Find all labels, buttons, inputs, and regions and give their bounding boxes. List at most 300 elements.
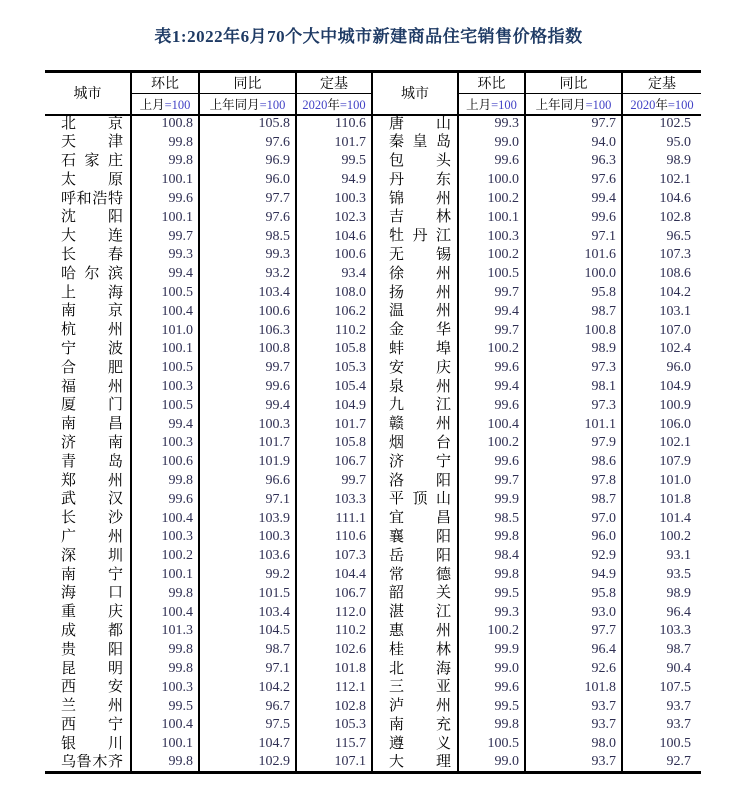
mom-cell: 99.4	[131, 415, 199, 434]
mom-cell: 99.3	[458, 115, 525, 134]
yoy-cell: 106.3	[199, 321, 296, 340]
yoy-cell: 93.7	[525, 697, 622, 716]
yoy-cell: 96.7	[199, 697, 296, 716]
city-cell: 秦 皇 岛	[372, 133, 458, 152]
fixed-base-cell: 104.6	[296, 227, 372, 246]
mom-cell: 100.4	[131, 302, 199, 321]
yoy-cell: 99.3	[199, 246, 296, 265]
table-row	[45, 415, 701, 434]
mom-cell: 99.8	[131, 152, 199, 171]
table-row	[45, 622, 701, 641]
mom-cell: 99.6	[458, 453, 525, 472]
mom-cell: 99.4	[458, 302, 525, 321]
table-row	[45, 603, 701, 622]
yoy-cell: 96.6	[199, 472, 296, 491]
city-cell: 上 海	[61, 284, 123, 301]
yoy-cell: 93.0	[525, 603, 622, 622]
city-cell: 蚌 埠	[372, 340, 458, 359]
mom-cell: 100.3	[131, 528, 199, 547]
fixed-base-cell: 101.7	[296, 133, 372, 152]
mom-cell: 99.8	[458, 528, 525, 547]
fixed-base-cell: 106.0	[622, 415, 701, 434]
mom-cell: 99.9	[458, 641, 525, 660]
fixed-base-cell: 104.6	[622, 190, 701, 209]
yoy-cell: 97.9	[525, 434, 622, 453]
table-row	[45, 735, 701, 754]
mom-cell: 99.4	[131, 265, 199, 284]
mom-cell: 100.0	[458, 171, 525, 190]
city-cell: 海 口	[61, 585, 123, 602]
mom-cell: 99.8	[131, 641, 199, 660]
table-row	[45, 284, 701, 303]
mom-cell: 99.8	[131, 133, 199, 152]
fixed-base-cell: 104.2	[622, 284, 701, 303]
fixed-base-cell: 104.9	[622, 378, 701, 397]
mom-cell: 99.6	[131, 190, 199, 209]
table-title: 表1:2022年6月70个大中城市新建商品住宅销售价格指数	[154, 27, 583, 46]
header-mom-base-right: 上月=100	[458, 94, 525, 115]
city-cell: 石 家 庄	[61, 152, 123, 169]
header-fixed-base-right: 2020年=100	[622, 94, 701, 115]
city-cell: 烟 台	[372, 434, 458, 453]
city-cell: 郑 州	[61, 472, 123, 489]
fixed-base-cell: 102.1	[622, 171, 701, 190]
yoy-cell: 98.1	[525, 378, 622, 397]
mom-cell: 100.5	[458, 735, 525, 754]
yoy-cell: 101.7	[199, 434, 296, 453]
city-cell: 厦 门	[61, 397, 123, 414]
table-row	[45, 133, 701, 152]
city-cell: 南 京	[61, 303, 123, 320]
yoy-cell: 99.4	[199, 396, 296, 415]
city-cell: 徐 州	[372, 265, 458, 284]
fixed-base-cell: 98.7	[622, 641, 701, 660]
yoy-cell: 97.6	[525, 171, 622, 190]
mom-cell: 99.8	[131, 584, 199, 603]
yoy-cell: 105.8	[199, 115, 296, 134]
mom-cell: 99.6	[458, 359, 525, 378]
yoy-cell: 101.9	[199, 453, 296, 472]
mom-cell: 98.5	[458, 509, 525, 528]
city-cell: 桂 林	[372, 641, 458, 660]
yoy-cell: 100.6	[199, 302, 296, 321]
yoy-cell: 101.6	[525, 246, 622, 265]
yoy-cell: 100.0	[525, 265, 622, 284]
fixed-base-cell: 90.4	[622, 660, 701, 679]
fixed-base-cell: 115.7	[296, 735, 372, 754]
mom-cell: 99.7	[131, 227, 199, 246]
mom-cell: 101.3	[131, 622, 199, 641]
header-mom-right: 环比	[458, 72, 525, 94]
city-cell: 沈 阳	[61, 209, 123, 226]
mom-cell: 100.2	[458, 246, 525, 265]
mom-cell: 100.1	[131, 171, 199, 190]
header-mom-base-left: 上月=100	[131, 94, 199, 115]
yoy-cell: 103.9	[199, 509, 296, 528]
yoy-cell: 100.3	[199, 528, 296, 547]
city-cell: 平 顶 山	[372, 490, 458, 509]
yoy-cell: 97.7	[525, 115, 622, 134]
fixed-base-cell: 95.0	[622, 133, 701, 152]
fixed-base-cell: 93.7	[622, 716, 701, 735]
yoy-cell: 96.0	[525, 528, 622, 547]
table-row	[45, 115, 701, 134]
city-cell: 南 充	[372, 716, 458, 735]
table-row	[45, 547, 701, 566]
table-row	[45, 697, 701, 716]
fixed-base-cell: 107.9	[622, 453, 701, 472]
table-row	[45, 321, 701, 340]
fixed-base-cell: 93.1	[622, 547, 701, 566]
city-cell: 九 江	[372, 396, 458, 415]
yoy-cell: 97.8	[525, 472, 622, 491]
city-cell: 牡 丹 江	[372, 227, 458, 246]
fixed-base-cell: 110.2	[296, 321, 372, 340]
mom-cell: 99.0	[458, 133, 525, 152]
yoy-cell: 98.9	[525, 340, 622, 359]
yoy-cell: 96.0	[199, 171, 296, 190]
table-row	[45, 566, 701, 585]
city-cell: 天 津	[61, 134, 123, 151]
yoy-cell: 99.2	[199, 566, 296, 585]
fixed-base-cell: 102.3	[296, 208, 372, 227]
yoy-cell: 97.7	[525, 622, 622, 641]
fixed-base-cell: 106.2	[296, 302, 372, 321]
table-row	[45, 246, 701, 265]
yoy-cell: 103.6	[199, 547, 296, 566]
yoy-cell: 98.7	[525, 490, 622, 509]
city-cell: 丹 东	[372, 171, 458, 190]
fixed-base-cell: 102.4	[622, 340, 701, 359]
fixed-base-cell: 105.8	[296, 340, 372, 359]
header-yoy-base-left: 上年同月=100	[199, 94, 296, 115]
city-cell: 遵 义	[372, 735, 458, 754]
table-row	[45, 434, 701, 453]
table-row	[45, 152, 701, 171]
yoy-cell: 98.7	[525, 302, 622, 321]
table-row	[45, 678, 701, 697]
city-cell: 大 连	[61, 228, 123, 245]
city-cell: 唐 山	[372, 115, 458, 134]
mom-cell: 99.8	[131, 660, 199, 679]
table-row	[45, 754, 701, 773]
header-fixed-left: 定基	[296, 72, 372, 94]
table-row	[45, 528, 701, 547]
mom-cell: 100.5	[131, 284, 199, 303]
mom-cell: 99.7	[458, 472, 525, 491]
yoy-cell: 95.8	[525, 584, 622, 603]
header-fixed-base-left: 2020年=100	[296, 94, 372, 115]
mom-cell: 99.6	[458, 678, 525, 697]
yoy-cell: 97.3	[525, 359, 622, 378]
fixed-base-cell: 96.0	[622, 359, 701, 378]
fixed-base-cell: 102.8	[296, 697, 372, 716]
table-row	[45, 716, 701, 735]
fixed-base-cell: 102.8	[622, 208, 701, 227]
city-cell: 西 安	[61, 679, 123, 696]
yoy-cell: 99.7	[199, 359, 296, 378]
city-cell: 青 岛	[61, 453, 123, 470]
fixed-base-cell: 100.6	[296, 246, 372, 265]
city-cell: 乌 鲁 木 齐	[61, 753, 123, 770]
fixed-base-cell: 101.7	[296, 415, 372, 434]
yoy-cell: 102.9	[199, 754, 296, 773]
city-cell: 北 京	[61, 115, 123, 132]
mom-cell: 100.1	[131, 735, 199, 754]
city-cell: 杭 州	[61, 322, 123, 339]
fixed-base-cell: 100.9	[622, 396, 701, 415]
yoy-cell: 103.4	[199, 284, 296, 303]
table-row	[45, 190, 701, 209]
fixed-base-cell: 104.4	[296, 566, 372, 585]
city-cell: 韶 关	[372, 584, 458, 603]
fixed-base-cell: 103.3	[296, 490, 372, 509]
fixed-base-cell: 102.1	[622, 434, 701, 453]
mom-cell: 99.8	[131, 472, 199, 491]
mom-cell: 99.6	[458, 396, 525, 415]
fixed-base-cell: 105.4	[296, 378, 372, 397]
city-cell: 宜 昌	[372, 509, 458, 528]
city-cell: 惠 州	[372, 622, 458, 641]
table-row	[45, 641, 701, 660]
fixed-base-cell: 98.9	[622, 584, 701, 603]
city-cell: 银 川	[61, 735, 123, 752]
yoy-cell: 93.2	[199, 265, 296, 284]
mom-cell: 100.4	[458, 415, 525, 434]
fixed-base-cell: 101.4	[622, 509, 701, 528]
city-cell: 济 宁	[372, 453, 458, 472]
yoy-cell: 97.3	[525, 396, 622, 415]
mom-cell: 100.5	[458, 265, 525, 284]
header-row-1	[45, 72, 701, 94]
mom-cell: 100.2	[131, 547, 199, 566]
fixed-base-cell: 93.5	[622, 566, 701, 585]
table-header	[45, 72, 701, 115]
mom-cell: 99.3	[131, 246, 199, 265]
yoy-cell: 97.1	[199, 660, 296, 679]
yoy-cell: 97.5	[199, 716, 296, 735]
fixed-base-cell: 107.3	[622, 246, 701, 265]
table-row	[45, 171, 701, 190]
table-row	[45, 584, 701, 603]
header-yoy-right: 同比	[525, 72, 622, 94]
city-cell: 北 海	[372, 660, 458, 679]
table-body	[45, 115, 701, 773]
fixed-base-cell: 110.6	[296, 115, 372, 134]
yoy-cell: 94.9	[525, 566, 622, 585]
fixed-base-cell: 101.0	[622, 472, 701, 491]
mom-cell: 100.1	[131, 340, 199, 359]
header-yoy-base-right: 上年同月=100	[525, 94, 622, 115]
yoy-cell: 99.4	[525, 190, 622, 209]
mom-cell: 100.4	[131, 509, 199, 528]
price-index-table	[45, 70, 701, 774]
fixed-base-cell: 112.0	[296, 603, 372, 622]
city-cell: 吉 林	[372, 208, 458, 227]
city-cell: 广 州	[61, 528, 123, 545]
yoy-cell: 100.8	[525, 321, 622, 340]
fixed-base-cell: 107.0	[622, 321, 701, 340]
city-cell: 湛 江	[372, 603, 458, 622]
fixed-base-cell: 102.5	[622, 115, 701, 134]
yoy-cell: 92.6	[525, 660, 622, 679]
yoy-cell: 92.9	[525, 547, 622, 566]
fixed-base-cell: 94.9	[296, 171, 372, 190]
yoy-cell: 93.7	[525, 754, 622, 773]
fixed-base-cell: 111.1	[296, 509, 372, 528]
city-cell: 常 德	[372, 566, 458, 585]
fixed-base-cell: 98.9	[622, 152, 701, 171]
city-cell: 长 沙	[61, 510, 123, 527]
city-cell: 襄 阳	[372, 528, 458, 547]
mom-cell: 100.2	[458, 434, 525, 453]
mom-cell: 100.3	[131, 434, 199, 453]
fixed-base-cell: 110.2	[296, 622, 372, 641]
city-cell: 昆 明	[61, 660, 123, 677]
mom-cell: 99.5	[131, 697, 199, 716]
city-cell: 福 州	[61, 378, 123, 395]
mom-cell: 99.5	[458, 584, 525, 603]
header-fixed-right: 定基	[622, 72, 701, 94]
mom-cell: 100.2	[458, 622, 525, 641]
fixed-base-cell: 107.1	[296, 754, 372, 773]
city-cell: 洛 阳	[372, 472, 458, 491]
city-cell: 包 头	[372, 152, 458, 171]
fixed-base-cell: 106.7	[296, 584, 372, 603]
city-cell: 西 宁	[61, 716, 123, 733]
fixed-base-cell: 103.1	[622, 302, 701, 321]
mom-cell: 100.4	[131, 716, 199, 735]
city-cell: 成 都	[61, 622, 123, 639]
header-mom-left: 环比	[131, 72, 199, 94]
table-row	[45, 490, 701, 509]
fixed-base-cell: 108.0	[296, 284, 372, 303]
header-city-right: 城市	[372, 72, 458, 115]
table-row	[45, 453, 701, 472]
fixed-base-cell: 104.9	[296, 396, 372, 415]
yoy-cell: 93.7	[525, 716, 622, 735]
fixed-base-cell: 99.5	[296, 152, 372, 171]
fixed-base-cell: 103.3	[622, 622, 701, 641]
table-row	[45, 660, 701, 679]
mom-cell: 99.6	[458, 152, 525, 171]
fixed-base-cell: 100.5	[622, 735, 701, 754]
fixed-base-cell: 96.4	[622, 603, 701, 622]
mom-cell: 98.4	[458, 547, 525, 566]
yoy-cell: 97.6	[199, 133, 296, 152]
mom-cell: 100.5	[131, 359, 199, 378]
yoy-cell: 104.2	[199, 678, 296, 697]
yoy-cell: 96.3	[525, 152, 622, 171]
city-cell: 武 汉	[61, 491, 123, 508]
city-cell: 锦 州	[372, 190, 458, 209]
yoy-cell: 99.6	[199, 378, 296, 397]
yoy-cell: 97.6	[199, 208, 296, 227]
fixed-base-cell: 107.5	[622, 678, 701, 697]
fixed-base-cell: 101.8	[622, 490, 701, 509]
city-cell: 安 庆	[372, 359, 458, 378]
mom-cell: 99.3	[458, 603, 525, 622]
mom-cell: 100.1	[458, 208, 525, 227]
city-cell: 泉 州	[372, 378, 458, 397]
city-cell: 南 宁	[61, 566, 123, 583]
mom-cell: 100.8	[131, 115, 199, 134]
fixed-base-cell: 108.6	[622, 265, 701, 284]
yoy-cell: 96.9	[199, 152, 296, 171]
mom-cell: 99.8	[458, 716, 525, 735]
city-cell: 深 圳	[61, 547, 123, 564]
city-cell: 哈 尔 滨	[61, 265, 123, 282]
yoy-cell: 104.7	[199, 735, 296, 754]
yoy-cell: 95.8	[525, 284, 622, 303]
city-cell: 赣 州	[372, 415, 458, 434]
city-cell: 无 锡	[372, 246, 458, 265]
yoy-cell: 103.4	[199, 603, 296, 622]
city-cell: 贵 阳	[61, 641, 123, 658]
yoy-cell: 98.7	[199, 641, 296, 660]
mom-cell: 100.3	[131, 678, 199, 697]
table-row	[45, 378, 701, 397]
yoy-cell: 99.6	[525, 208, 622, 227]
header-yoy-left: 同比	[199, 72, 296, 94]
table-row	[45, 302, 701, 321]
table-row	[45, 340, 701, 359]
mom-cell: 99.6	[131, 490, 199, 509]
mom-cell: 100.5	[131, 396, 199, 415]
fixed-base-cell: 105.3	[296, 716, 372, 735]
city-cell: 长 春	[61, 246, 123, 263]
city-cell: 重 庆	[61, 604, 123, 621]
yoy-cell: 97.7	[199, 190, 296, 209]
mom-cell: 99.0	[458, 660, 525, 679]
mom-cell: 99.7	[458, 321, 525, 340]
yoy-cell: 98.5	[199, 227, 296, 246]
table-row	[45, 472, 701, 491]
fixed-base-cell: 110.6	[296, 528, 372, 547]
header-city-left: 城市	[73, 87, 102, 103]
yoy-cell: 101.8	[525, 678, 622, 697]
table-row	[45, 227, 701, 246]
table-row	[45, 359, 701, 378]
fixed-base-cell: 102.6	[296, 641, 372, 660]
mom-cell: 99.8	[131, 754, 199, 773]
city-cell: 济 南	[61, 434, 123, 451]
yoy-cell: 97.1	[525, 227, 622, 246]
yoy-cell: 101.5	[199, 584, 296, 603]
table-row	[45, 265, 701, 284]
city-cell: 宁 波	[61, 340, 123, 357]
city-cell: 兰 州	[61, 698, 123, 715]
mom-cell: 100.2	[458, 190, 525, 209]
mom-cell: 100.6	[131, 453, 199, 472]
yoy-cell: 97.1	[199, 490, 296, 509]
yoy-cell: 98.6	[525, 453, 622, 472]
city-cell: 岳 阳	[372, 547, 458, 566]
yoy-cell: 96.4	[525, 641, 622, 660]
mom-cell: 99.8	[458, 566, 525, 585]
fixed-base-cell: 107.3	[296, 547, 372, 566]
yoy-cell: 100.3	[199, 415, 296, 434]
table-row	[45, 509, 701, 528]
yoy-cell: 97.0	[525, 509, 622, 528]
yoy-cell: 94.0	[525, 133, 622, 152]
mom-cell: 100.3	[131, 378, 199, 397]
city-cell: 南 昌	[61, 416, 123, 433]
yoy-cell: 104.5	[199, 622, 296, 641]
table-row	[45, 208, 701, 227]
fixed-base-cell: 93.7	[622, 697, 701, 716]
mom-cell: 100.3	[458, 227, 525, 246]
